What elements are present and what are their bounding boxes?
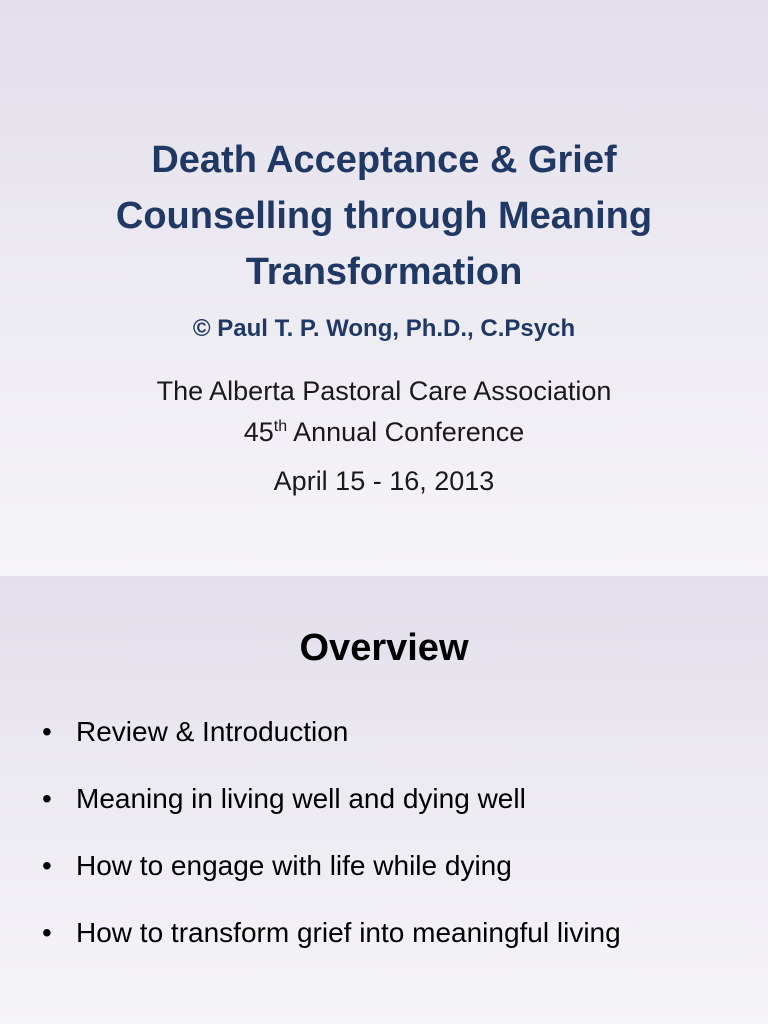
list-item [42, 779, 742, 846]
bullet-list [42, 712, 742, 980]
list-item [42, 712, 742, 779]
slide-overview [0, 576, 768, 1024]
conference-line [40, 414, 728, 450]
presentation-title [40, 132, 728, 300]
bullet-icon: • [42, 850, 52, 881]
bullet-text: Review & Introduction [76, 716, 349, 747]
slide-heading: Overview [299, 627, 469, 669]
author-credit: © Paul T. P. Wong, Ph.D., C.Psych [192, 315, 576, 342]
ordinal-suffix: th [273, 418, 288, 435]
bullet-text: How to engage with life while dying [76, 850, 512, 881]
conference-date: April 15 - 16, 2013 [273, 466, 495, 496]
bullet-text: Meaning in living well and dying well [76, 783, 526, 814]
conference-name: Annual Conference [293, 417, 525, 447]
title-line: Counselling through Meaning [115, 195, 653, 237]
bullet-icon: • [42, 716, 52, 747]
bullet-icon: • [42, 783, 52, 814]
bullet-text: How to transform grief into meaningful living [76, 917, 621, 948]
organization-name: The Alberta Pastoral Care Association [156, 376, 612, 406]
list-item [42, 913, 742, 980]
title-line: Transformation [245, 251, 523, 293]
list-item [42, 846, 742, 913]
bullet-icon: • [42, 917, 52, 948]
title-line: Death Acceptance & Grief [151, 139, 617, 181]
conference-number: 45 [243, 417, 274, 447]
